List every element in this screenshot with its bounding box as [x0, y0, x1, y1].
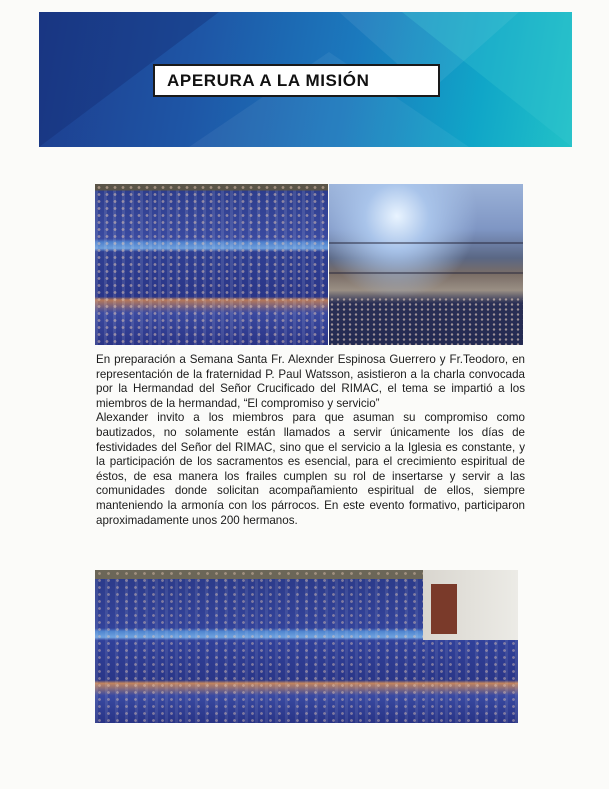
article-paragraph: En preparación a Semana Santa Fr. Alexnder Espinosa Guerrero y Fr.Teodoro, en representación de la fraternidad P. Paul Watsson, asistieron a la charla convocada por la Hermandad del Señor Crucificado del RIMAC, el tema se impartió a los miembros de la hermandad, “El compromiso y servicio” [96, 353, 525, 410]
wide-crowd-photo [95, 570, 518, 723]
gymnasium-photo [329, 184, 523, 345]
crowd-seated-photo [95, 184, 328, 345]
article-body [96, 353, 525, 528]
article-paragraph: Alexander invito a los miembros para que asuman su compromiso como bautizados, no solamente están llamados a servir únicamente los días de festividades del Señor del RIMAC, sino que el servicio a la Iglesia es constante, y la participación de los sacramentos es esencial, para el crecimiento espiritual de éstos, de esa manera los frailes cumplen su rol de insertarse y servir a las comunidades donde solicitan acompañamiento espiritual de ellos, siempre manteniendo la armonía con los párrocos. En este evento formativo, participaron aproximadamente unos 200 hermanos. [96, 411, 525, 527]
crowd-texture [329, 297, 523, 345]
page-title: APERURA A LA MISIÓN [153, 64, 440, 97]
canopy-beam [329, 272, 523, 274]
building-wall [423, 570, 518, 640]
canopy-beam [329, 242, 523, 244]
header-banner [39, 12, 572, 147]
crowd-texture [95, 184, 328, 345]
